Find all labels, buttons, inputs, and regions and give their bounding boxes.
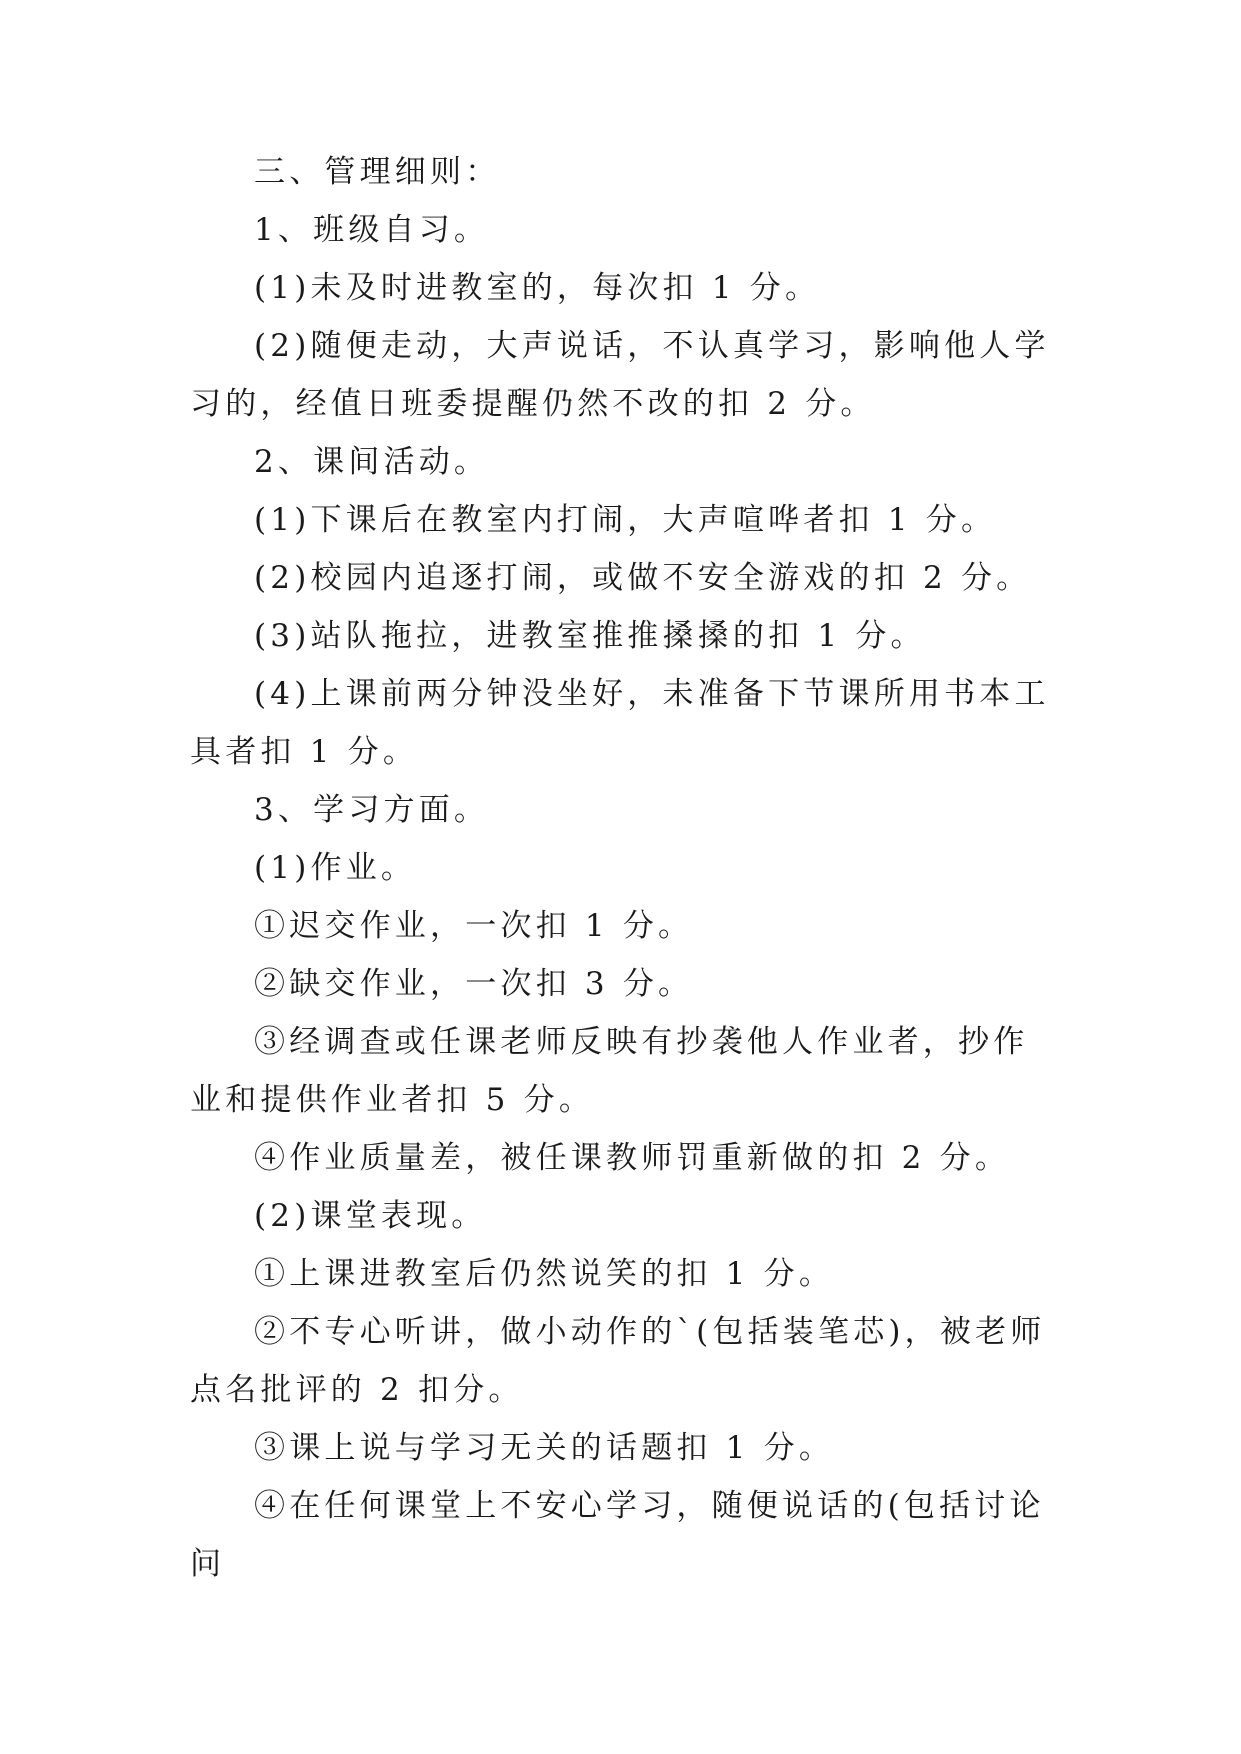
section-heading: 三、管理细则：: [254, 154, 501, 190]
rule-item: (1)下课后在教室内打闹，大声喧哗者扣 1 分。: [254, 502, 997, 538]
subsection-heading: 1、班级自习。: [254, 212, 490, 248]
rule-group-heading: (1)作业。: [254, 850, 417, 886]
rule-item: ③经调查或任课老师反映有抄袭他人作业者，抄作业和提供作业者扣 5 分。: [190, 1024, 1029, 1118]
rule-item: ②不专心听讲，做小动作的`(包括装笔芯)，被老师点名批评的 2 扣分。: [190, 1314, 1046, 1408]
rule-item: ①上课进教室后仍然说笑的扣 1 分。: [254, 1256, 835, 1292]
subsection-heading: 2、课间活动。: [254, 444, 490, 480]
rule-item: ④在任何课堂上不安心学习，随便说话的(包括讨论问: [190, 1488, 1045, 1582]
rule-group-heading: (2)课堂表现。: [254, 1198, 487, 1234]
rule-item: (1)未及时进教室的，每次扣 1 分。: [254, 270, 821, 306]
rule-item: (4)上课前两分钟没坐好，未准备下节课所用书本工具者扣 1 分。: [190, 676, 1050, 770]
subsection-heading: 3、学习方面。: [254, 792, 490, 828]
rule-item: ②缺交作业，一次扣 3 分。: [254, 966, 694, 1002]
rule-item: ④作业质量差，被任课教师罚重新做的扣 2 分。: [254, 1140, 1011, 1176]
rule-item: ③课上说与学习无关的话题扣 1 分。: [254, 1430, 835, 1466]
rule-item: (2)校园内追逐打闹，或做不安全游戏的扣 2 分。: [254, 560, 1032, 596]
rule-item: ①迟交作业，一次扣 1 分。: [254, 908, 694, 944]
rule-item: (2)随便走动，大声说话，不认真学习，影响他人学习的，经值日班委提醒仍然不改的扣 2 分。: [190, 328, 1050, 422]
rule-item: (3)站队拖拉，进教室推推搡搡的扣 1 分。: [254, 618, 926, 654]
